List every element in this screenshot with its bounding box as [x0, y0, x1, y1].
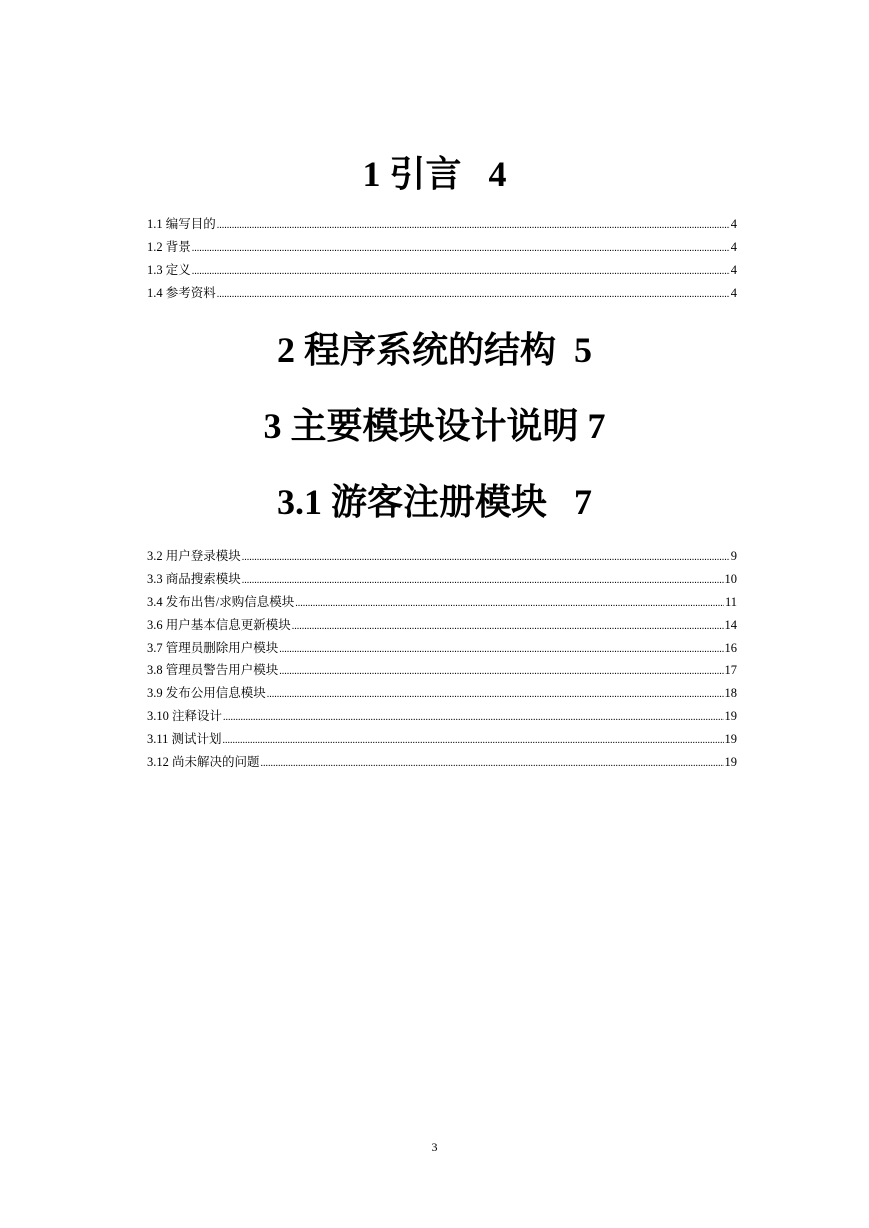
toc-entry-page: 17	[724, 663, 737, 678]
toc-entry[interactable]	[147, 682, 737, 705]
toc-entry-page: 10	[724, 571, 737, 586]
toc-entry[interactable]	[147, 751, 737, 774]
toc-entry[interactable]	[147, 614, 737, 637]
toc-leader-dots	[292, 614, 724, 639]
toc-leader-dots	[279, 659, 723, 684]
toc-leader-dots	[217, 213, 730, 238]
toc-entry-page: 19	[724, 732, 737, 747]
toc-leader-dots	[192, 236, 730, 261]
toc-entry-title: 3.11 测试计划	[147, 732, 222, 747]
toc-entry-title: 1.1 编写目的	[147, 217, 216, 231]
toc-entry-page: 4	[730, 239, 737, 254]
toc-entry[interactable]	[147, 282, 737, 305]
toc-entry[interactable]	[147, 259, 737, 282]
toc-leader-dots	[223, 728, 724, 753]
toc-entry-page: 19	[724, 709, 737, 724]
toc-entry[interactable]	[147, 659, 737, 682]
toc-entry-page: 19	[724, 755, 737, 770]
toc-leader-dots	[192, 259, 730, 284]
toc-leader-dots	[295, 591, 724, 616]
toc-entry[interactable]	[147, 213, 737, 236]
toc-leader-dots	[223, 705, 723, 730]
toc-entry-title: 3.10 注释设计	[147, 709, 223, 724]
toc-entry-page: 4	[730, 217, 737, 231]
toc-entry-title: 3.6 用户基本信息更新模块	[147, 617, 291, 632]
toc-entry[interactable]	[147, 236, 737, 259]
toc-entry-title: 3.7 管理员删除用户模块	[147, 640, 279, 655]
toc-list-section-3	[147, 545, 737, 774]
toc-entry-title: 3.9 发布公用信息模块	[147, 686, 266, 701]
toc-leader-dots	[279, 637, 723, 662]
toc-entry[interactable]	[147, 568, 737, 591]
toc-entry-title: 3.8 管理员警告用户模块	[147, 663, 279, 678]
toc-entry-page: 9	[730, 549, 737, 563]
toc-entry-page: 18	[724, 686, 737, 701]
toc-leader-dots	[242, 568, 724, 593]
toc-entry[interactable]	[147, 637, 737, 660]
toc-entry[interactable]	[147, 728, 737, 751]
heading-introduction: 1 引言 4	[362, 154, 507, 194]
heading-guest-registration: 3.1 游客注册模块 7	[276, 482, 592, 522]
heading-module-design: 3 主要模块设计说明 7	[263, 406, 606, 446]
toc-entry-title: 1.2 背景	[147, 239, 191, 254]
toc-list-section-1	[147, 213, 737, 305]
heading-program-structure: 2 程序系统的结构 5	[276, 330, 592, 370]
toc-entry-page: 16	[724, 640, 737, 655]
toc-leader-dots	[261, 751, 724, 776]
toc-entry-title: 1.4 参考资料	[147, 285, 216, 300]
toc-entry[interactable]	[147, 591, 737, 614]
toc-entry-title: 3.12 尚未解决的问题	[147, 755, 260, 770]
toc-leader-dots	[217, 282, 730, 307]
toc-entry-title: 3.2 用户登录模块	[147, 549, 241, 563]
toc-entry-title: 1.3 定义	[147, 262, 191, 277]
toc-leader-dots	[242, 545, 730, 570]
toc-entry-page: 11	[724, 594, 737, 609]
toc-leader-dots	[267, 682, 724, 707]
toc-entry-page: 4	[730, 262, 737, 277]
toc-entry-title: 3.3 商品搜索模块	[147, 571, 241, 586]
toc-entry-page: 14	[724, 617, 737, 632]
toc-entry[interactable]	[147, 545, 737, 568]
toc-entry-page: 4	[730, 285, 737, 300]
toc-entry-title: 3.4 发布出售/求购信息模块	[147, 594, 295, 609]
toc-entry[interactable]	[147, 705, 737, 728]
footer-page-number: 3	[431, 1140, 438, 1154]
